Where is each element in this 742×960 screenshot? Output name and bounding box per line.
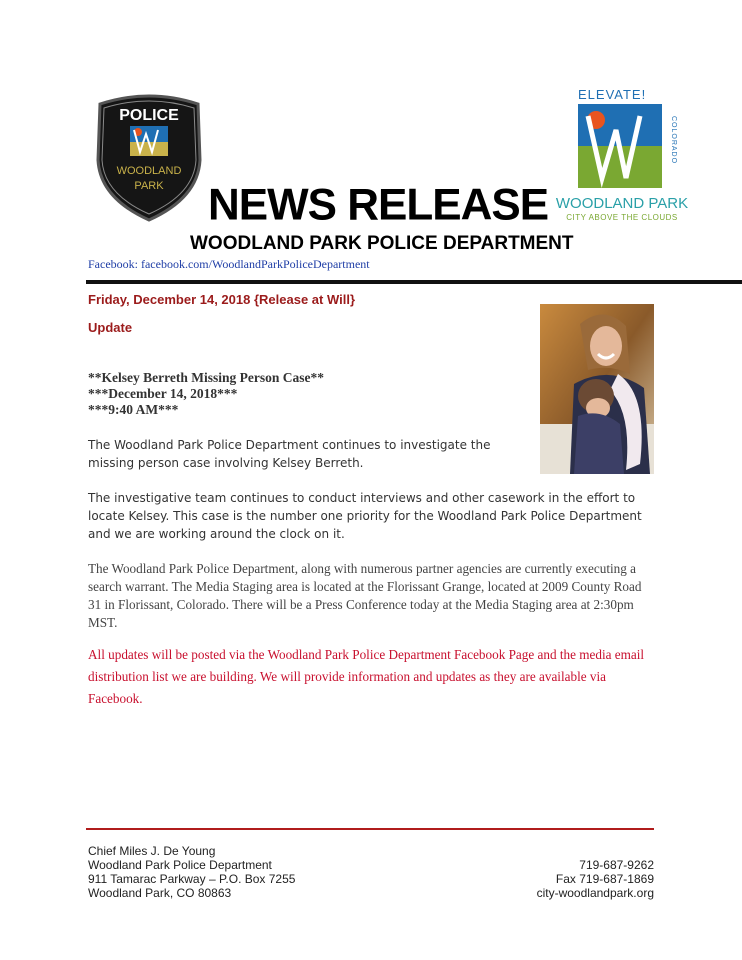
footer-chief-name: Chief Miles J. De Young bbox=[88, 844, 216, 858]
police-patch-logo bbox=[92, 90, 206, 222]
paragraph-casework: The investigative team continues to conduct interviews and other casework in the effort to locate Kelsey. This case is the number one priority for the Woodland Park Police Department and we are working around the clock on it. bbox=[88, 491, 642, 541]
paragraph-investigation: The Woodland Park Police Department continues to investigate the missing person case involving Kelsey Berreth. bbox=[88, 438, 491, 470]
news-release-title: NEWS RELEASE bbox=[208, 179, 549, 230]
footer-address: 911 Tamarac Parkway – P.O. Box 7255 bbox=[88, 872, 296, 886]
footer-divider bbox=[86, 828, 654, 830]
footer-fax: Fax 719-687-1869 bbox=[555, 872, 654, 886]
release-date: Friday, December 14, 2018 {Release at Will} bbox=[88, 292, 356, 307]
svg-text:CITY ABOVE THE CLOUDS: CITY ABOVE THE CLOUDS bbox=[566, 213, 678, 222]
case-heading-time: ***9:40 AM*** bbox=[88, 402, 179, 417]
svg-text:PARK: PARK bbox=[134, 180, 164, 192]
update-label: Update bbox=[88, 320, 133, 335]
paragraph-search-warrant: The Woodland Park Police Department, along with numerous partner agencies are currently executing a search warrant. The Media Staging area is located at the Florissant Grange, located at 2009 County Road 31 in Florissant, Colorado. There will be a Press Conference today at the Media Staging area at 2:30pm MST. bbox=[88, 561, 642, 630]
patch-city-text: WOODLAND bbox=[116, 165, 182, 177]
footer-department: Woodland Park Police Department bbox=[88, 858, 272, 872]
facebook-link[interactable]: Facebook: facebook.com/WoodlandParkPoliceDepartment bbox=[88, 257, 370, 271]
elevate-woodland-park-logo bbox=[540, 86, 704, 226]
footer-phone: 719-687-9262 bbox=[579, 858, 654, 872]
case-heading bbox=[88, 370, 324, 418]
svg-text:ELEVATE!: ELEVATE! bbox=[578, 87, 647, 102]
footer-contact-left bbox=[88, 844, 295, 900]
header-divider bbox=[86, 280, 742, 284]
case-heading-title: **Kelsey Berreth Missing Person Case** bbox=[88, 370, 324, 385]
svg-text:COLORADO: COLORADO bbox=[670, 116, 677, 165]
footer-city-zip: Woodland Park, CO 80863 bbox=[88, 886, 232, 900]
department-name: WOODLAND PARK POLICE DEPARTMENT bbox=[190, 233, 574, 254]
paragraph-updates-notice: All updates will be posted via the Woodland Park Police Department Facebook Page and the media email distribution list we are building. We will provide information and updates as they are available via Facebook. bbox=[88, 647, 645, 706]
missing-person-photo bbox=[540, 304, 654, 474]
case-heading-date: ***December 14, 2018*** bbox=[88, 386, 238, 401]
footer-website[interactable]: city-woodlandpark.org bbox=[536, 886, 654, 900]
footer-contact-right bbox=[470, 858, 654, 900]
svg-text:POLICE: POLICE bbox=[119, 107, 179, 124]
svg-text:WOODLAND PARK: WOODLAND PARK bbox=[555, 195, 689, 212]
